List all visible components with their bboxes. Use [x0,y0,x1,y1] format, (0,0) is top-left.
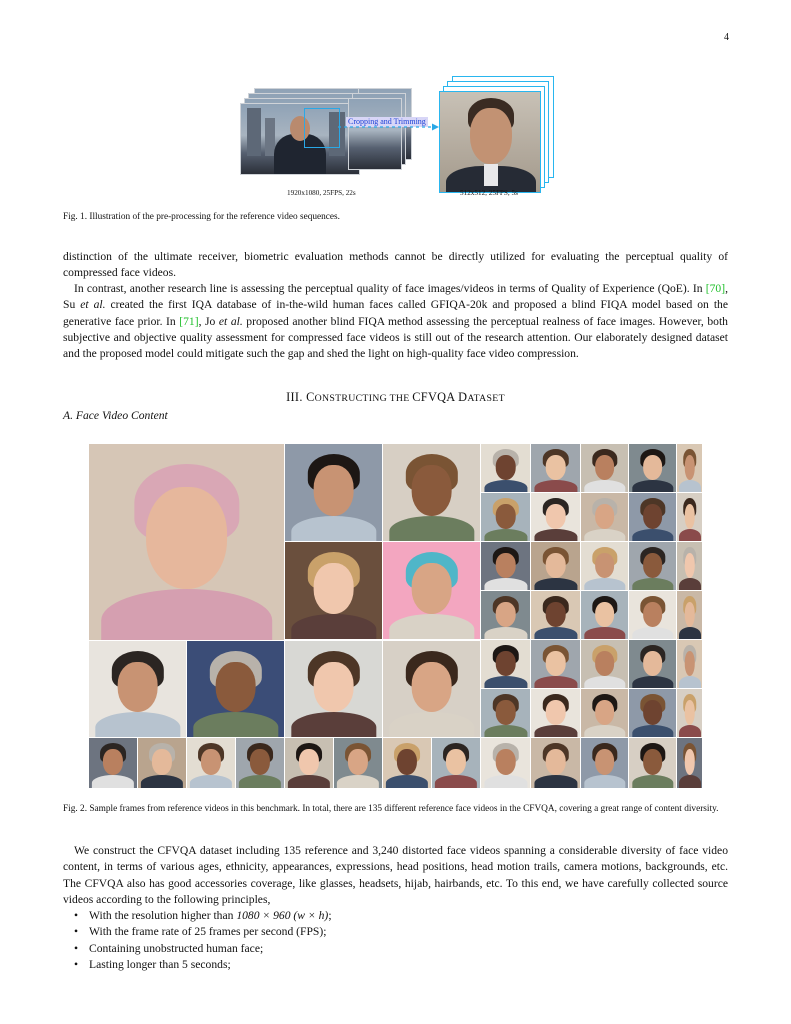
para2-text-3: created the first IQA database of in-the-wild human faces called GFIQA-20k and proposed a blind FIQA model based on the generative face prior. In [63,298,728,328]
sample-face-frame [383,444,480,541]
face-shape [484,627,527,639]
sample-face-frame [581,738,628,788]
crop-region-box [304,108,340,148]
face-shape [446,749,466,775]
face-shape [484,676,527,688]
face-shape [595,455,615,480]
sample-face-frame [432,738,480,788]
section-title-s1: ONSTRUCTING THE [314,393,413,404]
sample-face-frame [531,640,580,688]
face-shape [291,614,376,639]
face-shape [643,749,663,775]
face-shape [595,553,615,578]
face-shape [193,712,278,737]
face-shape [101,589,273,640]
face-shape [484,775,527,788]
face-shape [584,480,625,492]
sample-face-frame [481,591,530,639]
face-shape [299,749,319,775]
face-shape [534,529,577,541]
sample-face-frame [677,542,702,590]
sample-face-frame [383,542,480,639]
face-shape [141,775,183,788]
face-shape [348,749,368,775]
face-shape [679,627,701,639]
face-shape [545,504,566,529]
face-shape [484,578,527,590]
para2-text-4: , Jo [198,314,219,328]
sample-face-frame [629,640,676,688]
face-shape [95,712,180,737]
face-shape [595,602,615,627]
face-shape [545,602,566,627]
sample-face-frame [531,591,580,639]
figure-1-left-caption: 1920x1080, 25FPS, 22s [287,189,356,197]
subsection-heading: A. Face Video Content [63,409,168,422]
face-shape [239,775,281,788]
face-shape [679,725,701,737]
face-shape [495,749,516,775]
para3-text: We construct the CFVQA dataset including 135 reference and 3,240 distorted face videos spanning a considerable diversity of face video content, in terms of various ages, ethnicity, appearances, expressions, head positions, head motion trails, camera motions, backgrounds, etc. The CFVQA also has good accessories coverage, like glasses, headsets, hijab, hairbands, etc. To this end, we have carefully collected source videos according to the following principles, [63,844,728,906]
face-shape [411,465,452,515]
face-shape [545,651,566,676]
face-shape [584,676,625,688]
principle-unobstructed-face: • Containing unobstructed human face; [63,941,728,957]
face-shape [484,725,527,737]
paragraph-qoe [63,281,728,362]
principle-resolution-math: 1080 × 960 (w × h) [236,909,329,922]
face-shape [397,749,417,775]
sample-face-frame [677,444,702,492]
sample-face-frame [677,591,702,639]
sample-face-frame [677,493,702,541]
face-shape [643,553,663,578]
face-shape [679,480,701,492]
citation-link-70[interactable]: [70] [705,282,726,295]
face-shape [632,480,673,492]
face-shape [643,651,663,676]
face-shape [534,775,577,788]
face-shape [584,627,625,639]
face-shape [632,627,673,639]
face-shape [684,602,695,627]
dashed-arrow-icon [338,122,440,132]
face-shape [684,455,695,480]
principle-resolution-text: With the resolution higher than [89,909,237,922]
face-shape [313,563,354,613]
face-shape [495,700,516,725]
paragraph-construction [63,843,728,908]
section-title-name: CFVQA [412,390,455,404]
face-shape [389,516,474,541]
face-shape [389,614,474,639]
sample-face-frame [89,641,186,737]
face-shape [313,662,354,712]
sample-face-frame [677,738,702,788]
sample-face-frame [531,689,580,737]
face-shape [190,775,232,788]
face-shape [584,775,625,788]
sample-face-frame [677,640,702,688]
sample-face-frame [481,493,530,541]
para2-text-1: In contrast, another research line is assessing the perceptual quality of face images/videos in terms of Quality of Experience (QoE). In [74,282,706,295]
input-frame [240,103,360,175]
face-shape [534,725,577,737]
figure-1 [0,0,791,222]
sample-face-frame [629,493,676,541]
face-shape [495,651,516,676]
sample-face-frame [629,689,676,737]
face-shape [595,504,615,529]
face-shape [291,516,376,541]
face-shape [643,602,663,627]
sample-face-frame [187,641,284,737]
face-shape [201,749,221,775]
face-shape [584,529,625,541]
sample-face-frame [581,689,628,737]
face-shape [632,725,673,737]
sample-face-frame [531,444,580,492]
figure-2-grid [89,444,702,788]
face-shape [643,504,663,529]
face-shape [386,775,428,788]
face-shape [495,504,516,529]
sample-face-frame [581,444,628,492]
face-shape [632,775,673,788]
face-shape [215,662,256,712]
face-shape [389,712,474,737]
face-shape [411,662,452,712]
sample-face-frame [629,738,676,788]
face-shape [495,553,516,578]
crop-label: Cropping and Trimming [348,117,426,126]
para2-text-2: , Su [63,282,728,312]
face-shape [484,529,527,541]
face-shape [679,676,701,688]
sample-face-frame [531,542,580,590]
face-shape [484,480,527,492]
face-shape [684,651,695,676]
section-title-c1: C [306,390,315,404]
sample-face-frame [481,640,530,688]
para2-etal-2: et al. [218,314,243,328]
section-title-s2: ATASET [467,393,505,404]
face-shape [495,602,516,627]
sample-face-frame [581,591,628,639]
principle-resolution-end: ; [328,909,332,922]
face-shape [411,563,452,613]
face-shape [534,676,577,688]
sample-face-frame [481,689,530,737]
sample-face-frame [285,641,382,737]
paragraph-intro [63,249,728,282]
face-shape [545,749,566,775]
face-shape [495,455,516,480]
sample-face-frame [531,493,580,541]
principles-list [63,908,728,973]
paragraph-intro-text: distinction of the ultimate receiver, biometric evaluation methods cannot be directly utilized for evaluating the perceptual quality of compressed face videos. [63,250,728,280]
sample-face-frame [581,542,628,590]
face-shape [534,578,577,590]
face-shape [146,487,228,589]
face-shape [534,627,577,639]
section-numeral: III. [286,390,303,404]
face-shape [92,775,134,788]
face-shape [595,651,615,676]
face-shape [337,775,379,788]
sample-face-frame [138,738,186,788]
face-shape [584,725,625,737]
face-shape [684,504,695,529]
sample-face-frame [581,640,628,688]
citation-link-71[interactable]: [71] [179,314,199,328]
principle-frame-rate: • With the frame rate of 25 frames per second (FPS); [63,924,728,940]
sample-face-frame [285,542,382,639]
face-shape [684,700,695,725]
face-shape [595,700,615,725]
face-shape [595,749,615,775]
sample-face-frame [285,738,333,788]
face-shape [584,578,625,590]
face-shape [684,749,695,775]
face-shape [103,749,123,775]
principle-duration: • Lasting longer than 5 seconds; [63,957,728,973]
face-shape [632,578,673,590]
face-shape [545,553,566,578]
sample-face-frame [236,738,284,788]
sample-face-frame [187,738,235,788]
section-heading [0,390,791,405]
sample-face-frame [383,738,431,788]
sample-face-frame [581,493,628,541]
face-shape [288,775,330,788]
face-shape [679,775,701,788]
face-shape [679,578,701,590]
sample-face-frame [383,641,480,737]
section-title-c2: D [454,390,468,404]
sample-face-frame [89,738,137,788]
face-shape [632,529,673,541]
figure-2-caption: Fig. 2. Sample frames from reference videos in this benchmark. In total, there are 135 different reference face videos in the CFVQA, covering a great range of content diversity. [63,804,719,814]
face-shape [534,480,577,492]
face-shape [313,465,354,515]
sample-face-frame [89,444,284,640]
page-number: 4 [724,32,729,43]
sample-face-frame [481,542,530,590]
sample-face-frame [629,591,676,639]
principle-resolution [63,908,728,924]
figure-1-right-caption: 512x512, 25FPS, 5s [460,189,518,197]
face-shape [291,712,376,737]
face-shape [632,676,673,688]
face-shape [643,700,663,725]
sample-face-frame [481,444,530,492]
face-shape [152,749,172,775]
face-shape [117,662,158,712]
para2-etal-1: et al. [80,298,106,312]
sample-face-frame [677,689,702,737]
face-shape [643,455,663,480]
face-shape [679,529,701,541]
output-frame [439,91,541,193]
input-frame-stack-right3 [348,98,402,170]
para2-text-5: proposed another blind FIQA method assessing the perceptual realness of face images. However, both subjective and objective quality assessment for compressed face videos is still out of the research attention. Our elaborately designed dataset and the proposed model could mitigate such the gap and shed the light on high-quality face video compression. [63,314,728,361]
sample-face-frame [531,738,580,788]
sample-face-frame [629,542,676,590]
face-shape [545,700,566,725]
figure-1-caption: Fig. 1. Illustration of the pre-processing for the reference video sequences. [63,212,340,222]
sample-face-frame [481,738,530,788]
sample-face-frame [334,738,382,788]
sample-face-frame [285,444,382,541]
face-shape [545,455,566,480]
sample-face-frame [629,444,676,492]
face-shape [250,749,270,775]
face-shape [435,775,477,788]
face-shape [684,553,695,578]
